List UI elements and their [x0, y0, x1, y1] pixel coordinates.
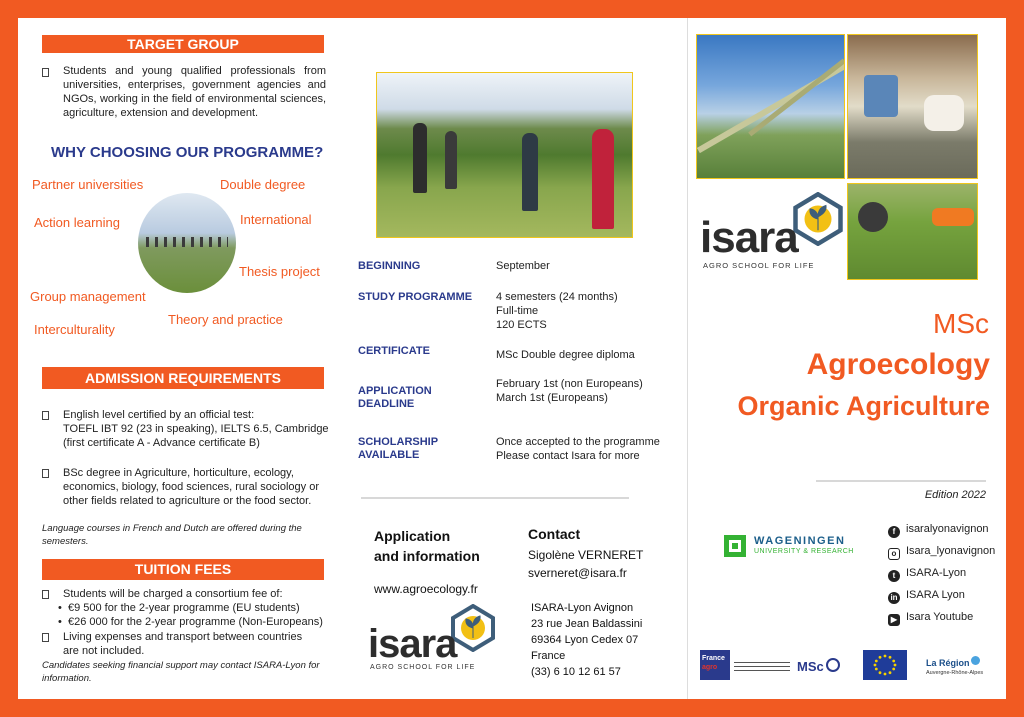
why-item-partner-universities: Partner universities: [32, 177, 144, 192]
students-field-photo: [376, 72, 633, 238]
leaf-shield-icon: [792, 192, 844, 246]
logo-wordmark: isara: [700, 213, 798, 262]
why-item-theory-practice: Theory and practice: [168, 312, 283, 327]
facebook-icon: f: [888, 526, 900, 538]
logo-tagline: AGRO SCHOOL FOR LIFE: [703, 261, 815, 270]
students-grass-photo: [847, 183, 978, 280]
target-group-header: TARGET GROUP: [42, 35, 324, 53]
tuition-fee-eu: • €9 500 for the 2-year programme (EU students): [58, 602, 300, 614]
social-instagram[interactable]: o Isara_lyonavignon: [888, 545, 995, 560]
logo-wordmark: isara: [368, 622, 457, 666]
deadline-value: February 1st (non Europeans) March 1st (Europeans): [496, 378, 643, 404]
admission-english: English level certified by an official test: TOEFL IBT 92 (23 in speaking), IELTS 6.5, Cambridge (first certificate A - Advance certificate B): [63, 409, 329, 449]
social-twitter[interactable]: t ISARA-Lyon: [888, 567, 966, 582]
france-agro-logo: France agro: [700, 650, 730, 680]
beginning-label: BEGINNING: [358, 260, 421, 272]
grass-closeup-photo: [696, 34, 845, 179]
wageningen-sub: UNIVERSITY & RESEARCH: [754, 548, 854, 555]
degree-label: MSc: [933, 308, 989, 339]
cover-divider: [816, 480, 986, 482]
admission-header: ADMISSION REQUIREMENTS: [42, 367, 324, 389]
why-item-interculturality: Interculturality: [34, 322, 115, 337]
study-programme-value: 4 semesters (24 months) Full-time 120 ECTS: [496, 291, 618, 331]
isara-logo-cover: [700, 192, 845, 272]
logo-tagline: AGRO SCHOOL FOR LIFE: [370, 664, 476, 671]
application-title: Application and information: [374, 528, 480, 564]
contact-title: Contact: [528, 526, 581, 542]
region-logo: La Région Auvergne-Rhône-Alpes: [926, 658, 984, 676]
wageningen-name: WAGENINGEN: [754, 535, 846, 547]
leaf-shield-icon: [450, 604, 496, 652]
panel-fold: [687, 18, 688, 699]
eu-flag: [863, 650, 907, 680]
middle-divider: [361, 497, 629, 499]
bullet-icon: [42, 590, 49, 599]
brochure-sheet: [18, 18, 1006, 699]
linkedin-icon: in: [888, 592, 900, 604]
why-item-action-learning: Action learning: [34, 215, 120, 230]
social-facebook[interactable]: f isaralyonavignon: [888, 523, 989, 538]
msc-logo: MSc: [797, 658, 840, 674]
scholarship-label: SCHOLARSHIP AVAILABLE: [358, 436, 439, 461]
social-linkedin[interactable]: in ISARA Lyon: [888, 589, 965, 604]
target-group-text: Students and young qualified professionals from universities, enterprises, government agencies and NGOs, working in the field of environmental sciences, agriculture, extension and development.: [63, 65, 326, 119]
social-youtube[interactable]: ▶ Isara Youtube: [888, 611, 973, 626]
eu-stars-icon: [863, 650, 907, 680]
why-item-international: International: [240, 212, 312, 227]
website-link[interactable]: www.agroecology.fr: [374, 582, 478, 596]
bullet-icon: [42, 411, 49, 420]
msc-emblem-icon: [826, 658, 840, 672]
title-organic-agriculture: Organic Agriculture: [737, 391, 990, 421]
scholarship-value: Once accepted to the programme Please contact Isara for more: [496, 436, 660, 462]
tuition-intro: Students will be charged a consortium fee of:: [63, 588, 283, 600]
why-item-double-degree: Double degree: [220, 177, 306, 192]
contact-email[interactable]: sverneret@isara.fr: [528, 566, 627, 580]
region-emblem-icon: [971, 656, 980, 665]
title-agroecology: Agroecology: [806, 348, 990, 381]
instagram-icon: o: [888, 548, 900, 560]
tuition-fee-non-eu: • €26 000 for the 2-year programme (Non-Europeans): [58, 616, 323, 628]
beginning-value: September: [496, 260, 550, 272]
admission-degree: BSc degree in Agriculture, horticulture, ecology, economics, biology, food sciences, rural sociology or other fields related to agriculture or the food sector.: [63, 467, 319, 507]
edition-label: Edition 2022: [924, 489, 986, 501]
why-item-group-management: Group management: [30, 289, 146, 304]
france-agro-network-lines: [734, 662, 790, 672]
admission-note: Language courses in French and Dutch are offered during the semesters.: [42, 523, 302, 547]
cow-barn-photo: [847, 34, 978, 179]
contact-address: ISARA-Lyon Avignon 23 rue Jean Baldassini 69364 Lyon Cedex 07 France (33) 6 10 12 61 57: [531, 602, 643, 678]
wageningen-emblem-icon: [724, 535, 746, 557]
youtube-icon: ▶: [888, 614, 900, 626]
wageningen-logo: [724, 533, 874, 559]
isara-logo-bottom: [368, 604, 498, 676]
certificate-value: MSc Double degree diploma: [496, 349, 635, 361]
why-item-thesis-project: Thesis project: [239, 264, 320, 279]
study-programme-label: STUDY PROGRAMME: [358, 291, 473, 303]
tuition-header: TUITION FEES: [42, 559, 324, 580]
bullet-icon: [42, 469, 49, 478]
tuition-living: Living expenses and transport between countries are not included.: [63, 631, 303, 657]
contact-name: Sigolène VERNERET: [528, 548, 644, 562]
certificate-label: CERTIFICATE: [358, 345, 430, 357]
field-group-photo: [138, 193, 236, 293]
bullet-icon: [42, 68, 49, 77]
twitter-icon: t: [888, 570, 900, 582]
deadline-label: APPLICATION DEADLINE: [358, 385, 432, 410]
why-heading: WHY CHOOSING OUR PROGRAMME?: [51, 144, 324, 161]
tuition-note: Candidates seeking financial support may contact ISARA-Lyon for information.: [42, 660, 320, 684]
bullet-icon: [42, 633, 49, 642]
